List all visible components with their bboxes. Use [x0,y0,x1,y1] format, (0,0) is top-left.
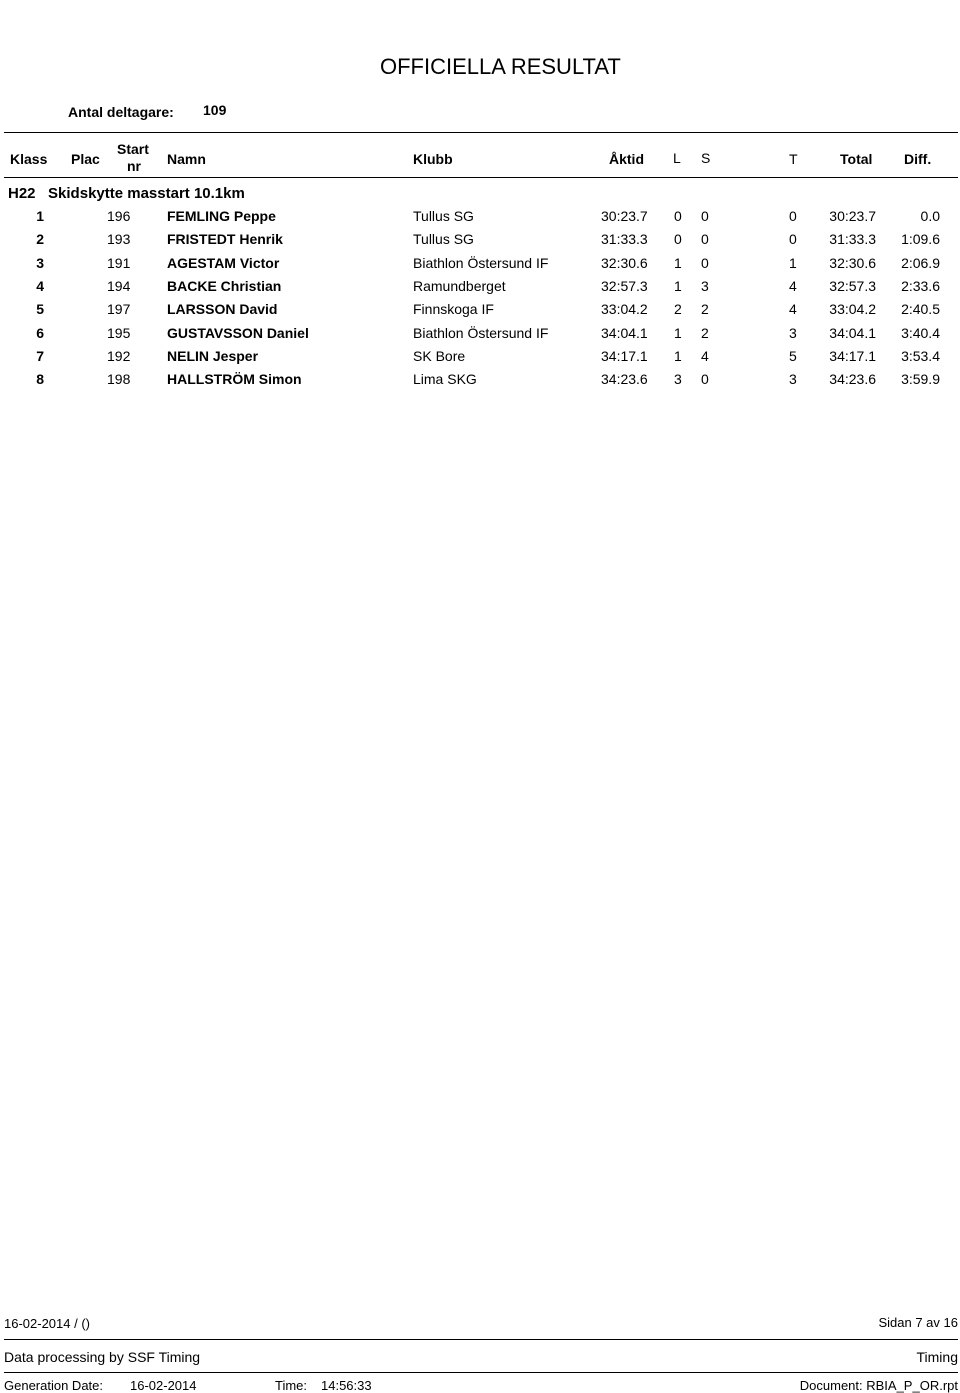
cell-diff: 2:06.9 [901,254,940,271]
group-heading [8,185,245,202]
cell-total: 30:23.7 [829,208,876,224]
cell-plac: 2 [36,231,44,248]
participants-label: Antal deltagare: [68,104,174,120]
cell-time: 34:04.1 [601,324,648,341]
page-title: OFFICIELLA RESULTAT [380,54,621,79]
cell-t: 1 [789,254,797,271]
footer-time-label: Time: [275,1378,308,1393]
cell-start-nr: 198 [107,371,131,388]
cell-club: Biathlon Östersund IF [413,254,549,271]
cell-total: 33:04.2 [829,301,876,318]
cell-time: 30:23.7 [601,208,648,224]
cell-plac: 8 [36,371,44,388]
cell-time: 34:23.6 [601,371,648,388]
cell-plac: 6 [36,324,44,341]
cell-s: 0 [701,254,709,271]
footer-timing: Timing [916,1349,958,1365]
cell-club: SK Bore [413,347,466,364]
cell-name: BACKE Christian [167,277,282,294]
cell-name: HALLSTRÖM Simon [167,371,302,388]
cell-l: 2 [674,301,682,318]
cell-l: 0 [674,231,682,248]
header-aktid: Åktid [609,151,644,167]
cell-start-nr: 191 [107,254,131,271]
footer-processing: Data processing by SSF Timing [4,1349,201,1365]
cell-time: 32:57.3 [601,277,648,294]
cell-s: 2 [701,324,709,341]
header-total: Total [840,151,873,167]
cell-s: 4 [701,347,709,364]
group-name: Skidskytte masstart 10.1km [48,185,245,202]
group-class: H22 [8,185,36,202]
footer-document: Document: RBIA_P_OR.rpt [799,1378,958,1393]
footer-generation-label: Generation Date: [4,1378,104,1393]
cell-diff: 3:40.4 [901,324,940,341]
cell-club: Biathlon Östersund IF [413,324,549,341]
cell-s: 3 [701,277,709,294]
cell-club: Ramundberget [413,277,506,294]
header-nr: nr [127,158,141,174]
cell-time: 32:30.6 [601,254,648,271]
header-klass: Klass [10,151,48,167]
cell-time: 31:33.3 [601,231,648,248]
footer-time-value: 14:56:33 [321,1378,372,1393]
header-start: Start [117,141,149,157]
cell-name: AGESTAM Victor [167,254,280,271]
footer-page-number: Sidan 7 av 16 [878,1315,958,1330]
header-plac: Plac [71,151,100,167]
cell-l: 3 [674,371,682,388]
cell-diff: 2:33.6 [901,277,940,294]
cell-name: NELIN Jesper [167,347,259,364]
cell-plac: 3 [36,254,44,271]
header-top-rule [4,132,958,133]
cell-t: 0 [789,231,797,248]
cell-start-nr: 197 [107,301,131,318]
cell-plac: 1 [36,208,44,224]
cell-total: 34:17.1 [829,347,876,364]
cell-total: 34:04.1 [829,324,876,341]
cell-club: Lima SKG [413,371,477,388]
cell-club: Tullus SG [413,208,474,224]
cell-diff: 0.0 [920,208,940,224]
header-diff: Diff. [904,151,932,167]
cell-s: 0 [701,371,709,388]
cell-total: 34:23.6 [829,371,876,388]
participants-count: 109 [203,102,227,118]
cell-time: 34:17.1 [601,347,648,364]
cell-l: 1 [674,277,682,294]
footer-date-line: 16-02-2014 / () [4,1316,90,1331]
cell-s: 0 [701,208,709,224]
cell-l: 1 [674,324,682,341]
header-s: S [701,150,711,166]
cell-name: FRISTEDT Henrik [167,231,283,248]
cell-diff: 2:40.5 [901,301,940,318]
cell-l: 1 [674,347,682,364]
cell-t: 0 [789,208,797,224]
cell-plac: 7 [36,347,44,364]
cell-total: 32:30.6 [829,254,876,271]
cell-start-nr: 194 [107,277,131,294]
cell-l: 0 [674,208,682,224]
footer-generation-date: 16-02-2014 [130,1378,197,1393]
cell-plac: 4 [36,277,44,294]
cell-plac: 5 [36,301,44,318]
cell-s: 0 [701,231,709,248]
cell-t: 3 [789,324,797,341]
cell-club: Tullus SG [413,231,474,248]
cell-name: LARSSON David [167,301,278,318]
header-l: L [673,150,681,166]
cell-start-nr: 192 [107,347,131,364]
header-klubb: Klubb [413,151,453,167]
cell-name: FEMLING Peppe [167,208,276,224]
cell-s: 2 [701,301,709,318]
cell-start-nr: 193 [107,231,131,248]
cell-club: Finnskoga IF [413,301,494,318]
cell-total: 32:57.3 [829,277,876,294]
header-bottom-rule [4,177,958,178]
cell-t: 3 [789,371,797,388]
cell-name: GUSTAVSSON Daniel [167,324,309,341]
cell-diff: 1:09.6 [901,231,940,248]
footer-bottom-rule [4,1372,958,1373]
header-t: T [789,151,798,167]
cell-t: 5 [789,347,797,364]
cell-start-nr: 196 [107,208,131,224]
cell-t: 4 [789,301,797,318]
cell-diff: 3:59.9 [901,371,940,388]
cell-total: 31:33.3 [829,231,876,248]
cell-diff: 3:53.4 [901,347,940,364]
cell-time: 33:04.2 [601,301,648,318]
cell-start-nr: 195 [107,324,131,341]
cell-l: 1 [674,254,682,271]
footer-rule [4,1339,958,1340]
header-namn: Namn [167,151,206,167]
cell-t: 4 [789,277,797,294]
